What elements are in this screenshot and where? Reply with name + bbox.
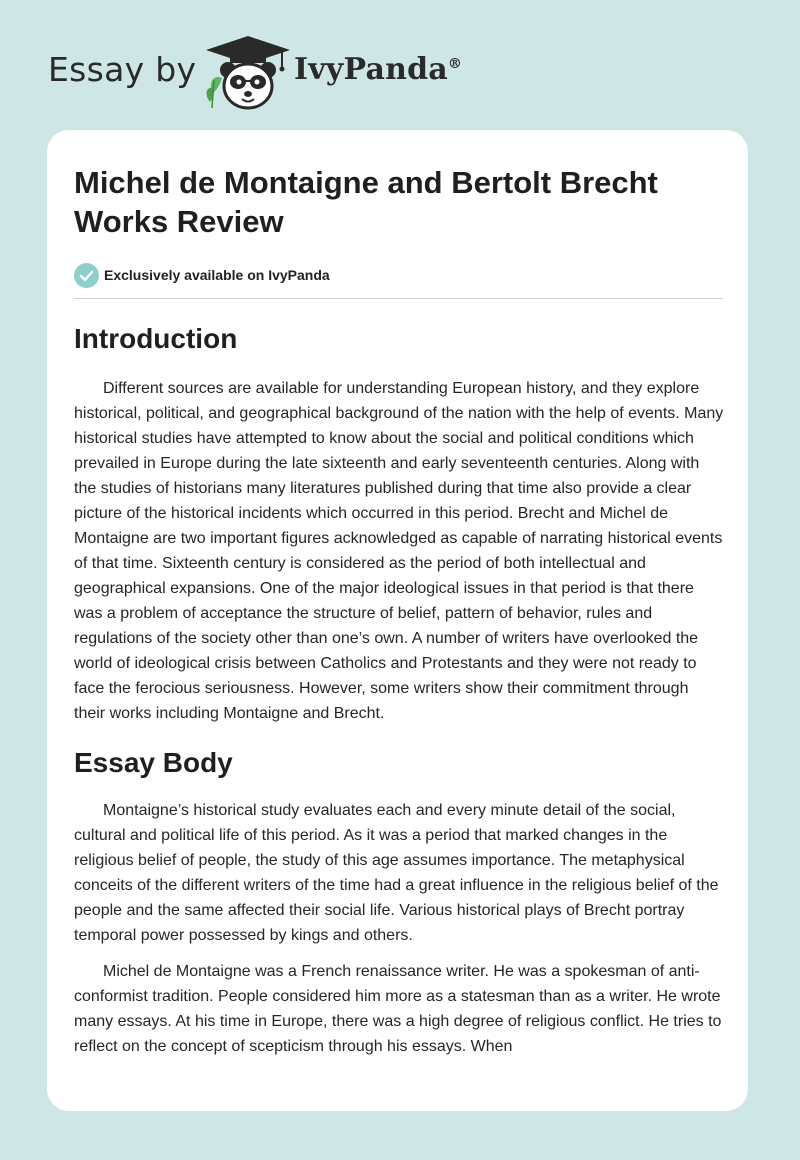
title-divider [74, 298, 723, 299]
section-heading: Introduction [74, 323, 238, 354]
brand-name[interactable]: IvyPanda® [294, 52, 463, 87]
essay-by-label: Essay by [48, 50, 197, 89]
essay-card [47, 130, 748, 1111]
paragraph: Montaigne’s historical study evaluates each and every minute detail of the social, cultural and political life of this period. As it was a period that marked changes in the religious belief of people, the study of this age assumes importance. The metaphysical conceits of the different writers of the time had a great influence in the religious belief of the people and the same affected their social life. Various historical plays of Brecht portray temporal power possessed by kings and others. [74, 802, 719, 944]
panda-logo-icon[interactable] [200, 34, 296, 114]
section-introduction [74, 322, 724, 726]
section-heading: Essay Body [74, 747, 233, 778]
site-header [48, 30, 548, 110]
check-circle-icon [74, 263, 99, 288]
exclusive-badge [74, 262, 724, 288]
paragraph: Michel de Montaigne was a French renaissance writer. He was a spokesman of anti-conformist tradition. People considered him more as a statesman than as a writer. He wrote many essays. At his time in Europe, there was a high degree of religious conflict. He tries to reflect on the concept of scepticism through his essays. When [74, 963, 722, 1055]
section-essay-body [74, 746, 724, 1059]
paragraph: Different sources are available for understanding European history, and they explore historical, political, and geographical background of the nation with the help of events. Many historical studies have attempted to know about the social and political conditions which prevailed in Europe during the late sixteenth and early seventeenth centuries. Along with the studies of historians many literatures published during that time also provide a clear picture of the historical incidents which occurred in this period. Brecht and Michel de Montaigne are two important figures acknowledged as capable of narrating historical events of that time. Sixteenth century is considered as the period of both intellectual and geographical expansions. One of the major ideological issues in that period is that there was a problem of acceptance the structure of belief, pattern of behavior, rules and regulations of the society other than one’s own. A number of writers have overlooked the world of ideological crisis between Catholics and Protestants and they were not ready to face the ferocious seriousness. However, some writers show their commitment through their works including Montaigne and Brecht. [74, 380, 724, 722]
essay-title: Michel de Montaigne and Bertolt Brecht Works Review [74, 165, 658, 239]
exclusive-badge-label: Exclusively available on IvyPanda [104, 267, 330, 283]
registered-mark: ® [447, 56, 463, 72]
